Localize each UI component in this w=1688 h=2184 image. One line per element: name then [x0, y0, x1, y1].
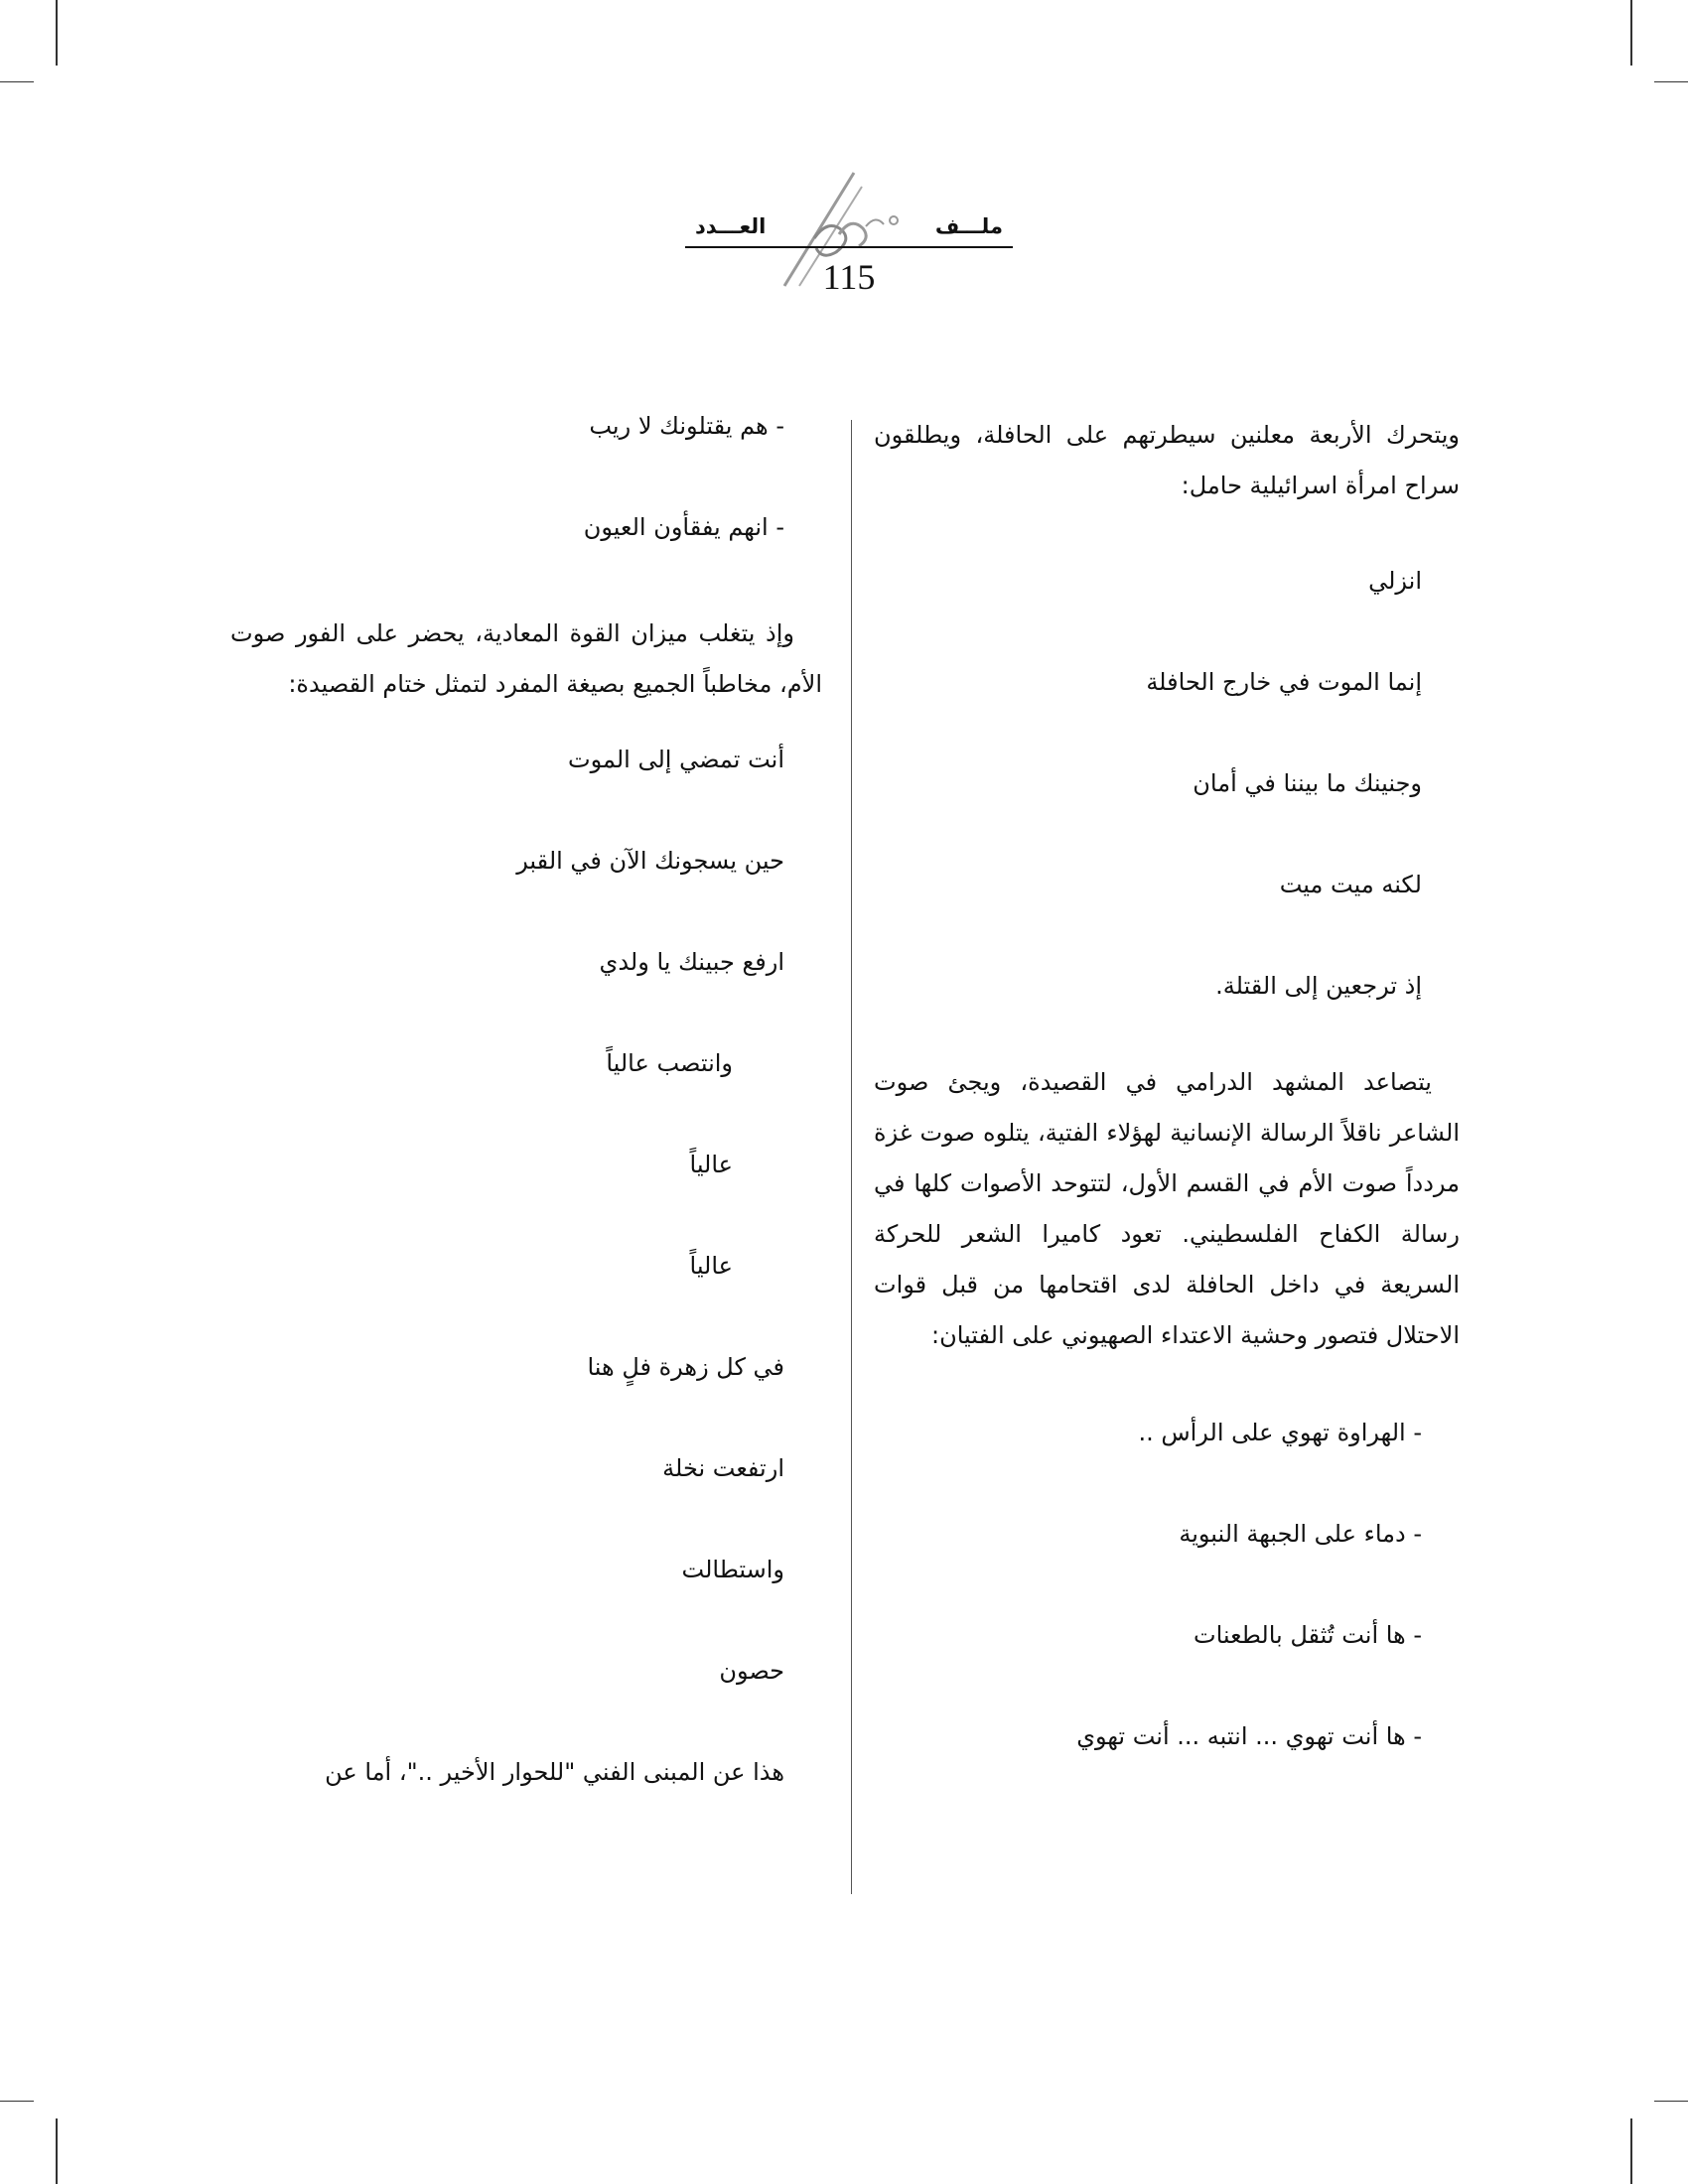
- left-column: [230, 410, 822, 1788]
- paragraph: ويتحرك الأربعة معلنين سيطرتهم على الحافلة، ويطلقون سراح امرأة اسرائيلية حامل:: [874, 421, 1460, 499]
- verse-line: واستطالت: [681, 1556, 784, 1583]
- page-number: 115: [822, 257, 876, 297]
- dash-line: - الهراوة تهوي على الرأس ..: [1138, 1419, 1422, 1446]
- header-issue-label: العـــدد: [695, 214, 767, 238]
- verse-line: في كل زهرة فلٍ هنا: [587, 1353, 784, 1381]
- verse-line: لكنه ميت ميت: [1279, 871, 1422, 898]
- verse-line: عالياً: [689, 1252, 733, 1280]
- verse-line: ارتفعت نخلة: [662, 1454, 784, 1482]
- verse-line: وجنينك ما بيننا في أمان: [1193, 769, 1422, 797]
- crop-mark: [1654, 2101, 1688, 2102]
- dash-line: - هم يقتلونك لا ريب: [589, 412, 784, 440]
- verse-line: وانتصب عالياً: [606, 1049, 733, 1077]
- dash-line: - ها أنت تُثقل بالطعنات: [1193, 1621, 1422, 1649]
- verse-line: إنما الموت في خارج الحافلة: [1146, 668, 1422, 696]
- dash-line: - انهم يفقأون العيون: [583, 513, 784, 541]
- crop-mark: [1654, 81, 1688, 82]
- crop-mark: [1630, 0, 1632, 66]
- verse-line: ارفع جبينك يا ولدي: [599, 948, 784, 976]
- verse-line: انزلي: [1368, 567, 1422, 595]
- crop-mark: [56, 2118, 58, 2184]
- paragraph: وإذ يتغلب ميزان القوة المعادية، يحضر على الفور صوت الأم، مخاطباً الجميع بصيغة المفرد لتمثل ختام القصيدة:: [230, 619, 822, 698]
- crop-mark: [1630, 2118, 1632, 2184]
- header-rule: [685, 246, 1013, 248]
- crop-mark: [0, 81, 34, 82]
- crop-mark: [0, 2101, 34, 2102]
- verse-line: إذ ترجعين إلى القتلة.: [1215, 972, 1422, 1000]
- dash-line: - دماء على الجبهة النبوية: [1179, 1520, 1422, 1548]
- verse-line: حصون: [719, 1657, 784, 1685]
- dash-line: - ها أنت تهوي ... انتبه ... أنت تهوي: [1076, 1722, 1422, 1750]
- verse-line: عالياً: [689, 1151, 733, 1178]
- running-header: [685, 159, 1013, 308]
- crop-mark: [56, 0, 58, 66]
- paragraph: يتصاعد المشهد الدرامي في القصيدة، ويجئ صوت الشاعر ناقلاً الرسالة الإنسانية لهؤلاء الفتية، يتلوه صوت غزة مردداً صوت الأم في القسم الأول، لتتوحد الأصوات كلها في رسالة الكفاح الفلسطيني. تعود كاميرا الشعر للحركة السريعة في داخل الحافلة لدى اقتحامها من قبل قوات الاحتلال فتصور وحشية الاعتداء الصهيوني على الفتيان:: [874, 1068, 1460, 1349]
- verse-line: أنت تمضي إلى الموت: [567, 746, 784, 773]
- verse-line: حين يسجونك الآن في القبر: [516, 847, 784, 875]
- column-divider: [851, 420, 852, 1894]
- header-section-label: ملـــف: [934, 214, 1003, 238]
- right-column: [874, 410, 1460, 1752]
- paragraph: هذا عن المبنى الفني "للحوار الأخير .."، أما عن: [325, 1758, 784, 1786]
